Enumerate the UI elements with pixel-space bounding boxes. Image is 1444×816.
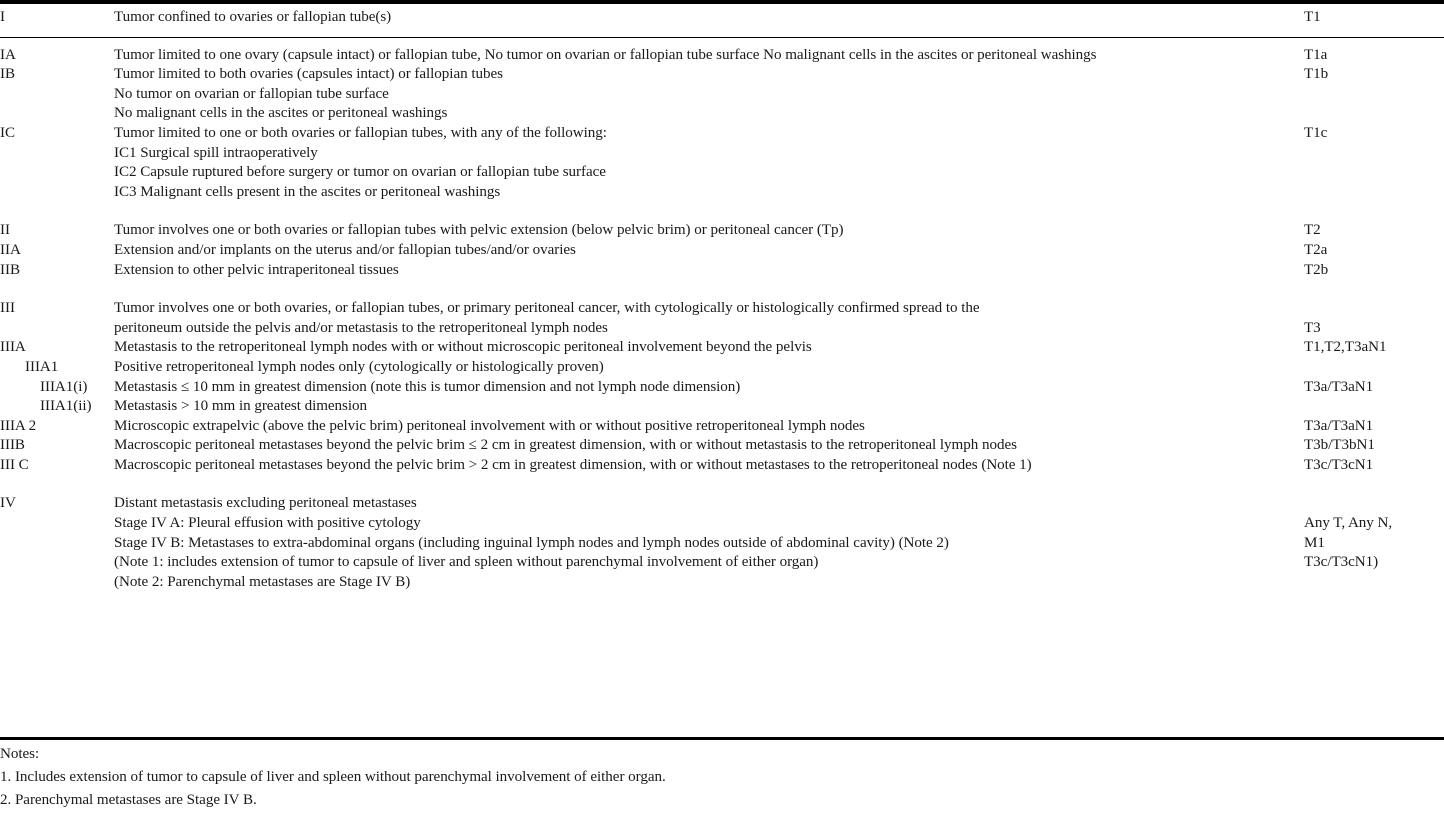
description-line: Tumor involves one or both ovaries, or fallopian tubes, or primary peritoneal cancer, with cytologically or histologically confirmed spread to the: [114, 300, 980, 317]
table-row-stage-IIIA1: [0, 358, 1444, 378]
stage-label: IIB: [0, 261, 20, 278]
tnm-code: T1b: [1304, 66, 1329, 83]
stage-label: IIIA1: [25, 358, 59, 375]
table-header-rule: [0, 37, 1444, 38]
stage-label: IC: [0, 124, 15, 141]
table-row-stage-IIIA2: [0, 417, 1444, 437]
stage-label: IIIA1(i): [40, 378, 88, 395]
stage-description: Tumor confined to ovaries or fallopian tube(s): [114, 9, 392, 25]
tnm-code: T2: [1304, 222, 1321, 239]
stage-description: Metastasis to the retroperitoneal lymph nodes with or without microscopic peritoneal involvement beyond the pelvis: [114, 339, 812, 356]
description-line: IC2 Capsule ruptured before surgery or tumor on ovarian or fallopian tube surface: [114, 164, 606, 181]
table-notes: [0, 743, 1444, 812]
stage-description: Tumor limited to one ovary (capsule intact) or fallopian tube, No tumor on ovarian or fallopian tube surface No malignant cells in the ascites or peritoneal washings: [114, 46, 1097, 63]
description-line: Stage IV A: Pleural effusion with positive cytology: [114, 515, 421, 532]
stage-label: IIA: [0, 241, 21, 258]
tnm-code-text: T3c/T3cN1): [1304, 554, 1379, 571]
stage-description: [114, 124, 1304, 202]
table-row-stage-IB: [0, 65, 1444, 124]
description-line: peritoneum outside the pelvis and/or metastasis to the retroperitoneal lymph nodes: [114, 319, 608, 336]
table-row-stage-IIIA1ii: [0, 397, 1444, 417]
notes-heading: Notes:: [0, 746, 40, 762]
tnm-code: T3b/T3bN1: [1304, 437, 1375, 454]
stage-label: IV: [0, 495, 16, 512]
tnm-code: T3a/T3aN1: [1304, 417, 1374, 434]
description-line: IC1 Surgical spill intraoperatively: [114, 144, 318, 161]
tnm-code: T2a: [1304, 241, 1328, 258]
section-gap: [0, 202, 1444, 221]
section-gap: [0, 475, 1444, 494]
table-row-stage-IIIB: [0, 436, 1444, 456]
tnm-code: T1c: [1304, 124, 1328, 141]
stage-label: III C: [0, 456, 29, 473]
stage-label: I: [0, 9, 5, 25]
note-item: 1. Includes extension of tumor to capsule of liver and spleen without parenchymal involvement of either organ.: [0, 769, 666, 785]
tnm-code-text: Any T, Any N,: [1304, 515, 1393, 532]
stage-description: Metastasis > 10 mm in greatest dimension: [114, 398, 368, 415]
tnm-code: T2b: [1304, 261, 1329, 278]
stage-description: Positive retroperitoneal lymph nodes only (cytologically or histologically proven): [114, 358, 604, 375]
description-line: Distant metastasis excluding peritoneal metastases: [114, 495, 417, 512]
tnm-code-text: T3: [1304, 319, 1321, 336]
table-row-stage-IIIC: [0, 456, 1444, 476]
table-row-stage-I: [0, 0, 1444, 37]
description-line: Stage IV B: Metastases to extra-abdominal organs (including inguinal lymph nodes and lymph nodes outside of abdominal cavity) (Note 2): [114, 534, 949, 551]
stage-label: IA: [0, 46, 16, 63]
table-row-stage-IIB: [0, 261, 1444, 281]
stage-label: II: [0, 222, 10, 239]
table-row-stage-IA: [0, 37, 1444, 66]
stage-description: [114, 494, 1304, 592]
stage-description: Microscopic extrapelvic (above the pelvic brim) peritoneal involvement with or without positive retroperitoneal lymph nodes: [114, 417, 865, 434]
tnm-code: [1304, 299, 1444, 338]
tnm-code: T1: [1304, 9, 1321, 25]
table-row-stage-II: [0, 221, 1444, 241]
table-row-stage-IIA: [0, 241, 1444, 261]
stage-description: Extension to other pelvic intraperitoneal tissues: [114, 261, 399, 278]
stage-label: IIIA: [0, 339, 26, 356]
tnm-code: [1304, 397, 1444, 417]
table-top-rule: [0, 0, 1444, 4]
stage-label: IIIB: [0, 437, 25, 454]
stage-label: IB: [0, 66, 15, 83]
tnm-code: T3c/T3cN1: [1304, 456, 1374, 473]
table-row-stage-III: [0, 299, 1444, 338]
stage-description: [114, 299, 1304, 338]
description-line: IC3 Malignant cells present in the ascites or peritoneal washings: [114, 183, 501, 200]
tnm-code: T1,T2,T3aN1: [1304, 339, 1387, 356]
tnm-code-text: M1: [1304, 534, 1325, 551]
stage-label: III: [0, 300, 15, 317]
table-row-stage-IIIA: [0, 338, 1444, 358]
table-row-stage-IIIA1i: [0, 378, 1444, 398]
stage-description: Tumor involves one or both ovaries or fallopian tubes with pelvic extension (below pelvic brim) or peritoneal cancer (Tp): [114, 222, 844, 239]
stage-label: IIIA 2: [0, 417, 37, 434]
tnm-code: [1304, 494, 1444, 592]
stage-description: Macroscopic peritoneal metastases beyond the pelvic brim > 2 cm in greatest dimension, with or without metastases to the retroperitoneal nodes (Note 1): [114, 456, 1032, 473]
stage-description: Macroscopic peritoneal metastases beyond the pelvic brim ≤ 2 cm in greatest dimension, with or without metastasis to the retroperitoneal lymph nodes: [114, 437, 1017, 454]
table-row-stage-IC: [0, 124, 1444, 202]
table-row-stage-IV: [0, 494, 1444, 592]
stage-description: Extension and/or implants on the uterus and/or fallopian tubes/and/or ovaries: [114, 241, 576, 258]
table-bottom-rule: [0, 737, 1444, 740]
description-line: (Note 1: includes extension of tumor to capsule of liver and spleen without parenchymal involvement of either organ): [114, 554, 819, 571]
stage-description: Metastasis ≤ 10 mm in greatest dimension (note this is tumor dimension and not lymph node dimension): [114, 378, 741, 395]
stage-label: IIIA1(ii): [40, 398, 92, 415]
tnm-code: T1a: [1304, 46, 1328, 63]
tnm-code: [1304, 358, 1444, 378]
stage-description: [114, 65, 1304, 124]
description-line: No tumor on ovarian or fallopian tube surface: [114, 85, 389, 102]
description-line: Tumor limited to one or both ovaries or fallopian tubes, with any of the following:: [114, 124, 607, 141]
note-item: 2. Parenchymal metastases are Stage IV B.: [0, 792, 257, 808]
description-line: (Note 2: Parenchymal metastases are Stage IV B): [114, 573, 411, 590]
tnm-code: T3a/T3aN1: [1304, 378, 1374, 395]
description-line: Tumor limited to both ovaries (capsules intact) or fallopian tubes: [114, 66, 503, 83]
section-gap: [0, 280, 1444, 299]
description-line: No malignant cells in the ascites or peritoneal washings: [114, 105, 448, 122]
